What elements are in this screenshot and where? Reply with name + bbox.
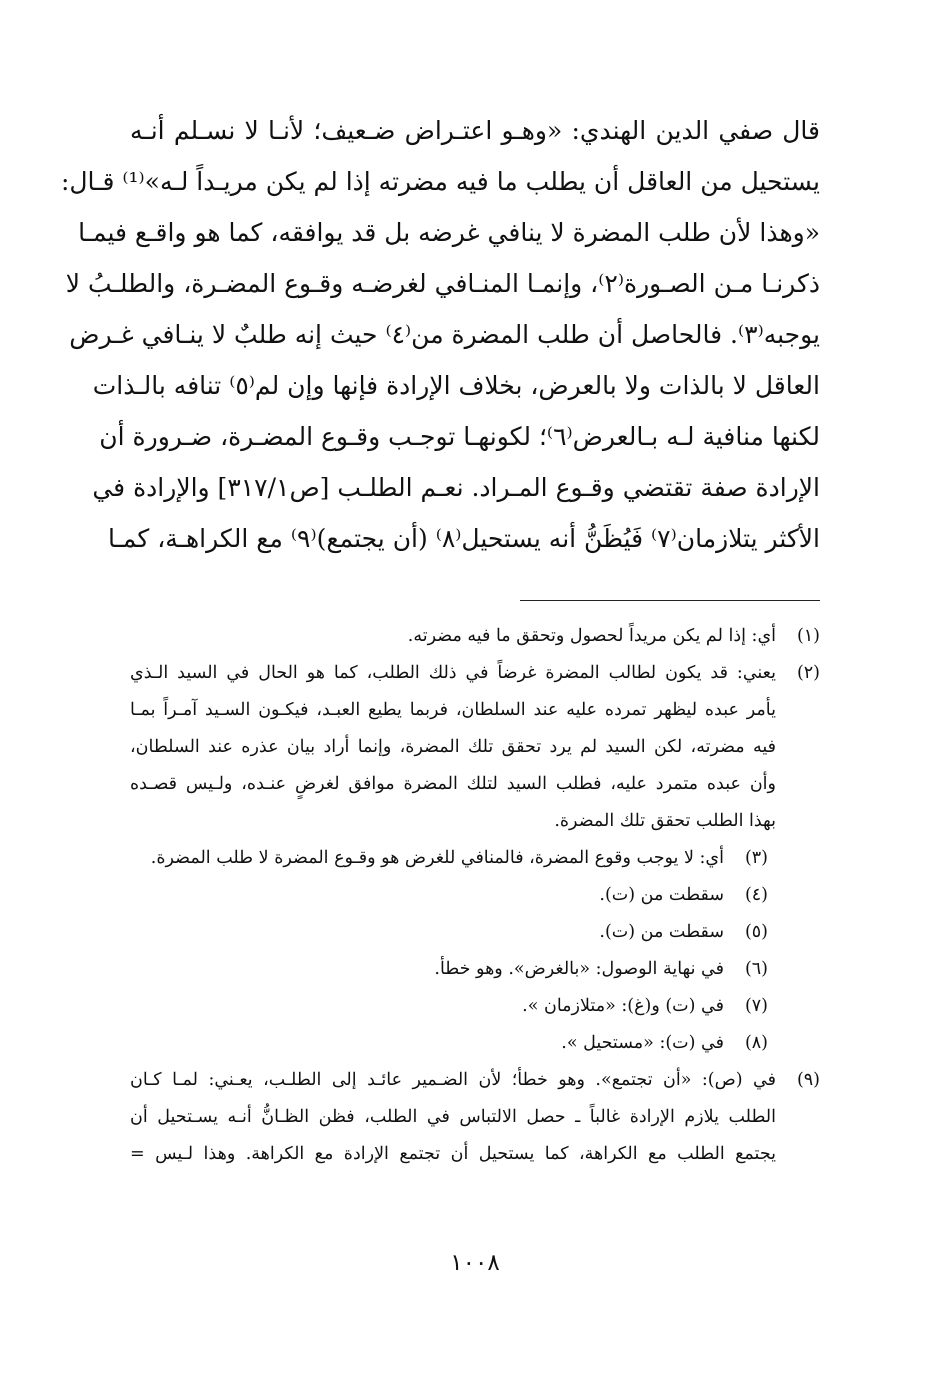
footnote-line: في (ت): «مستحيل ». — [561, 1033, 724, 1053]
footnote-body — [130, 877, 724, 914]
main-text-line: لكنها منافية لـه بـالعرض⁽٦⁾؛ لكونهـا توجـب وقـوع المضـرة، ضـرورة أن — [99, 422, 820, 451]
footnote-9 — [130, 1062, 820, 1173]
footnote-line: الطلب يلازم الإرادة غالباً ـ حصل الالتباس في الطلب، فظن الظـانُّ أنـه يسـتحيل أن — [130, 1107, 776, 1127]
footnote-3 — [130, 840, 768, 877]
footnote-2 — [130, 655, 820, 840]
footnote-number: (٢) — [796, 663, 820, 683]
footnote-5 — [130, 914, 768, 951]
footnote-8 — [130, 1025, 768, 1062]
footnote-line: وأن عبده متمرد عليه، فطلب السيد لتلك المضرة موافق لغرضٍ عنـده، ولـيس قصـده — [130, 774, 776, 794]
footnote-body — [130, 840, 724, 877]
footnote-number: (٨) — [744, 1033, 768, 1053]
footnote-body — [130, 618, 776, 655]
footnote-line: في (ت) و(غ): «متلازمان ». — [522, 996, 724, 1016]
footnote-line: سقطت من (ت). — [599, 885, 724, 905]
main-text-line: قال صفي الدين الهندي: «وهـو اعتـراض ضـعيف؛ لأنـا لا نسـلم أنـه — [130, 116, 820, 145]
main-text-line: يستحيل من العاقل أن يطلب ما فيه مضرته إذا لم يكن مريـداً لـه»⁽¹⁾ قـال: — [60, 167, 820, 196]
main-text-line: يوجبه⁽٣⁾. فالحاصل أن طلب المضرة من⁽٤⁾ حيث إنه طلبٌ لا ينـافي غـرض — [69, 320, 820, 349]
main-text-line: «وهذا لأن طلب المضرة لا ينافي غرضه بل قد يوافقه، كما هو واقـع فيمـا — [78, 218, 820, 247]
footnote-6 — [130, 951, 768, 988]
footnote-line: أي: لا يوجب وقوع المضرة، فالمنافي للغرض هو وقـوع المضرة لا طلب المضرة. — [150, 848, 724, 868]
footnote-line: يعني: قد يكون لطالب المضرة غرضاً في ذلك الطلب، كما هو الحال في السيد الـذي — [130, 663, 776, 683]
footnote-body — [130, 951, 724, 988]
footnote-body — [130, 914, 724, 951]
footnote-number: (٩) — [796, 1070, 820, 1090]
footnote-number: (٧) — [744, 996, 768, 1016]
footnote-body — [130, 1025, 724, 1062]
footnote-1 — [130, 618, 820, 655]
footnote-body — [130, 1062, 776, 1173]
footnote-line: أي: إذا لم يكن مريداً لحصول وتحقق ما فيه مضرته. — [407, 626, 776, 646]
footnote-body — [130, 988, 724, 1025]
footnotes-section — [130, 618, 820, 1173]
page-number: ١٠٠٨ — [450, 1250, 500, 1276]
footnote-body — [130, 655, 776, 840]
footnote-7 — [130, 988, 768, 1025]
footnote-line: يأمر عبده ليظهر تمرده عليه عند السلطان، فربما يطيع العبـد، فيكـون السـيد آمـراً بمـا — [130, 700, 776, 720]
footnote-line: في (ص): «أن تجتمع». وهو خطأ؛ لأن الضـمير عائـد إلى الطلـب، يعـني: لمـا كـان — [130, 1070, 776, 1090]
footnote-line: يجتمع الطلب مع الكراهة، كما يستحيل أن تجتمع الإرادة مع الكراهة. وهذا لـيس = — [130, 1144, 776, 1164]
footnote-number: (١) — [796, 626, 820, 646]
main-text-line: ذكرنـا مـن الصـورة⁽٢⁾، وإنمـا المنـافي لغرضـه وقـوع المضـرة، والطلـبُ لا — [65, 269, 820, 298]
footnote-4 — [130, 877, 768, 914]
footnote-line: فيه مضرته، لكن السيد لم يرد تحقق تلك المضرة، وإنما أراد بيان عذره عند السلطان، — [130, 737, 776, 757]
footnote-number: (٤) — [744, 885, 768, 905]
footnote-number: (٥) — [744, 922, 768, 942]
main-text-line: العاقل لا بالذات ولا بالعرض، بخلاف الإرادة فإنها وإن لم⁽٥⁾ تنافه بالـذات — [92, 371, 820, 400]
footnote-number: (٣) — [744, 848, 768, 868]
footnote-line: سقطت من (ت). — [599, 922, 724, 942]
footnote-divider — [520, 600, 820, 601]
footnote-line: بهذا الطلب تحقق تلك المضرة. — [554, 811, 776, 831]
main-text-line: الإرادة صفة تقتضي وقـوع المـراد. نعـم الطلـب [ص٣١٧/١] والإرادة في — [92, 473, 820, 502]
main-text-line: الأكثر يتلازمان⁽٧⁾ فَيُظَنُّ أنه يستحيل⁽٨⁾ (أن يجتمع)⁽٩⁾ مع الكراهـة، كمـا — [107, 524, 820, 553]
footnote-number: (٦) — [744, 959, 768, 979]
main-text-block — [60, 105, 820, 564]
footnote-line: في نهاية الوصول: «بالغرض». وهو خطأ. — [434, 959, 724, 979]
book-page — [60, 0, 820, 1374]
